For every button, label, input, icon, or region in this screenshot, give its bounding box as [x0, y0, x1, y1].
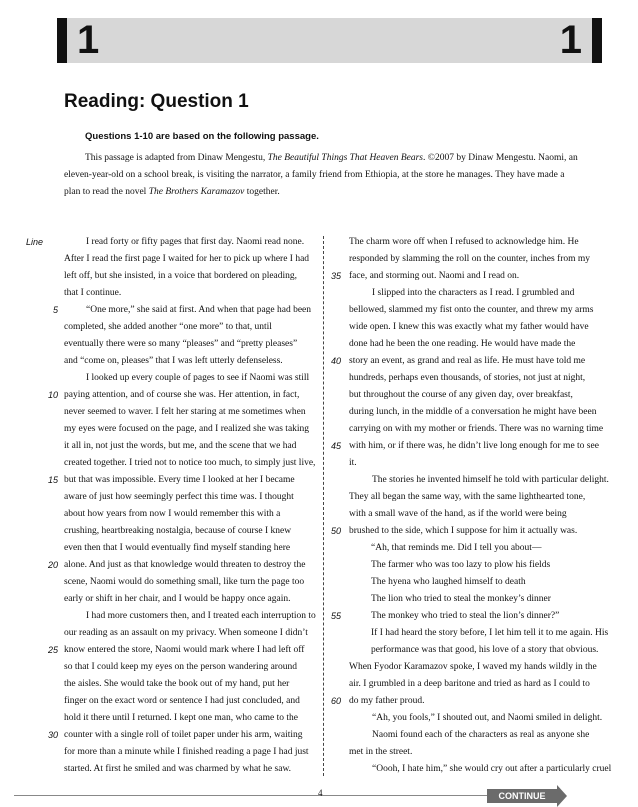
- passage-line: [331, 319, 601, 336]
- line-number: 60: [331, 696, 342, 706]
- passage-line: [331, 472, 609, 489]
- banner-number-left: 1: [77, 18, 100, 62]
- passage-line-text: aware of just how seemingly perfect this time was. I thought: [64, 492, 294, 502]
- passage-line: [331, 659, 601, 676]
- passage-intro: [64, 150, 578, 201]
- passage-line-text: performance was that good, his love of a story that obvious.: [371, 645, 599, 655]
- passage-line-text: created together. I tried not to notice too much, to simply just live,: [64, 458, 316, 468]
- passage-line-text: that I continue.: [64, 288, 122, 298]
- passage-line: [47, 642, 311, 659]
- banner-bar-right: [592, 18, 602, 63]
- intro-text: together.: [244, 187, 280, 197]
- passage-line-text: but that was impossible. Every time I looked at her I became: [64, 475, 295, 485]
- passage-column-right: [331, 234, 612, 778]
- line-number: 35: [331, 271, 342, 281]
- passage-line: [331, 727, 601, 744]
- passage-line-text: started. At first he smiled and was charmed by what he saw.: [64, 764, 292, 774]
- passage-line: [64, 268, 311, 285]
- passage-line: [64, 421, 311, 438]
- passage-line: [64, 744, 311, 761]
- passage-line: [64, 319, 311, 336]
- passage-line-text: done had he been the one reading. He would have made the: [349, 339, 576, 349]
- passage-line: [64, 608, 316, 625]
- line-number: 55: [331, 611, 342, 621]
- passage-line-text: “Oooh, I hate him,” she would cry out after a particularly cruel: [372, 764, 612, 774]
- passage-line: [26, 234, 311, 251]
- line-number: 10: [47, 390, 58, 400]
- passage-line-text: The monkey who tried to steal the lion’s dinner?”: [371, 611, 560, 621]
- passage-line: [331, 540, 601, 557]
- passage-line-text: it all in, not just the words, but me, and the scene that we had: [64, 441, 297, 451]
- passage-line-text: left off, but she insisted, in a voice that bordered on pleading,: [64, 271, 298, 281]
- passage-line: [64, 625, 311, 642]
- passage-line-text: crushing, heartbreaking nostalgia, because of course I knew: [64, 526, 292, 536]
- passage-line-text: “Ah, that reminds me. Did I tell you about—: [371, 543, 542, 553]
- passage-line: [331, 455, 601, 472]
- banner-number-right: 1: [559, 18, 582, 62]
- passage-line: [331, 234, 601, 251]
- passage-line: [64, 251, 311, 268]
- passage-line: [64, 761, 311, 778]
- passage-line-text: never seemed to waver. I felt her staring at me sometimes when: [64, 407, 306, 417]
- passage-line-text: Naomi found each of the characters as real as anyone she: [372, 730, 590, 740]
- passage-line-text: the aisles. She would take the book out of my hand, put her: [64, 679, 290, 689]
- line-number: 50: [331, 526, 342, 536]
- passage-line: [64, 710, 311, 727]
- question-number-banner: [57, 18, 602, 63]
- passage-line: [331, 591, 601, 608]
- page-number: 4: [318, 788, 323, 798]
- passage-line: [331, 625, 609, 642]
- passage-line-text: “One more,” she said at first. And when that page had been: [86, 305, 312, 315]
- passage-line: [331, 523, 601, 540]
- passage-line: [331, 370, 601, 387]
- passage-line-text: When Fyodor Karamazov spoke, I waved my hands wildly in the: [349, 662, 597, 672]
- passage-line: [64, 438, 311, 455]
- passage-line-text: face, and storming out. Naomi and I read on.: [349, 271, 520, 281]
- passage-line: [331, 506, 601, 523]
- page-title: Reading: Question 1: [64, 91, 249, 112]
- intro-book-title: The Beautiful Things That Heaven Bears: [267, 153, 423, 163]
- passage-line-text: If I had heard the story before, I let him tell it to me again. His: [371, 628, 609, 638]
- passage-column-left: [26, 234, 316, 778]
- passage-line: [331, 693, 601, 710]
- passage-line-text: but throughout the course of any given day, over breakfast,: [349, 390, 573, 400]
- passage-line: [64, 455, 316, 472]
- passage-line: [331, 574, 601, 591]
- passage-line-text: know entered the store, Naomi would mark where I had left off: [64, 645, 305, 655]
- passage-line: [64, 506, 311, 523]
- banner-bar-left: [57, 18, 67, 63]
- intro-text: . ©2007 by Dinaw Mengestu. Naomi, an eleven-year-old on a school break, is visiting the narrator, a family friend from Ethiopia, at the store he manages. They have made a plan to read the novel: [64, 153, 578, 197]
- passage-line: [64, 353, 311, 370]
- passage-line-text: I looked up every couple of pages to see if Naomi was still: [86, 373, 310, 383]
- passage-line-text: responded by slamming the roll on the counter, inches from my: [349, 254, 591, 264]
- passage-line: [64, 285, 311, 302]
- passage-line-text: finger on the exact word or sentence I had just concluded, and: [64, 696, 300, 706]
- passage-line-text: The stories he invented himself he told with particular delight.: [372, 475, 609, 485]
- line-number: 30: [47, 730, 58, 740]
- passage-line: [331, 489, 601, 506]
- passage-line: [331, 744, 601, 761]
- passage-line: [64, 523, 311, 540]
- passage-line: [47, 472, 311, 489]
- passage-line: [64, 574, 311, 591]
- passage-line-text: even then that I would eventually find myself standing here: [64, 543, 291, 553]
- passage-line: [64, 336, 311, 353]
- passage-line-text: completed, she added another “one more” to that, until: [64, 322, 272, 332]
- line-number: 15: [47, 475, 58, 485]
- passage-line: [64, 676, 311, 693]
- passage-line-text: hold it there until I returned. I kept one man, who came to the: [64, 713, 298, 723]
- passage-line: [331, 608, 601, 625]
- passage-line-text: counter with a single roll of toilet paper under his arm, waiting: [64, 730, 303, 740]
- passage-line: [331, 387, 601, 404]
- passage-line-text: do my father proud.: [349, 696, 425, 706]
- passage-line-text: The hyena who laughed himself to death: [371, 577, 526, 587]
- passage-line-text: carrying on with my mother or friends. There was no warning time: [349, 424, 604, 434]
- passage-line-text: I read forty or fifty pages that first day. Naomi read none.: [86, 237, 305, 247]
- passage-line: [47, 727, 311, 744]
- passage-line: [64, 659, 311, 676]
- passage-line: [64, 404, 311, 421]
- passage-line-text: hundreds, perhaps even thousands, of stories, not just at night,: [349, 373, 586, 383]
- passage-line: [331, 268, 601, 285]
- passage-line: [331, 251, 601, 268]
- passage-line-text: met in the street.: [349, 747, 413, 757]
- passage-line: [64, 591, 311, 608]
- passage-line-text: about how years from now I would remember this with a: [64, 509, 281, 519]
- line-number: 40: [331, 356, 342, 366]
- column-divider: [323, 236, 324, 776]
- passage-line: [47, 557, 311, 574]
- passage-line-text: wide open. I knew this was exactly what my father would have: [349, 322, 589, 332]
- passage-line: [331, 676, 601, 693]
- passage-line-text: The lion who tried to steal the monkey’s dinner: [371, 594, 551, 604]
- passage-line-text: early or shift in her chair, and I would be happy once again.: [64, 594, 291, 604]
- passage-line-text: air. I grumbled in a deep baritone and tried as hard as I could to: [349, 679, 590, 689]
- passage-line-text: I had more customers then, and I treated each interruption to: [86, 611, 316, 621]
- passage-line: [331, 285, 601, 302]
- passage-line: [331, 438, 601, 455]
- passage-line: [331, 353, 601, 370]
- line-number: 5: [52, 305, 58, 315]
- passage-line-text: story an event, as grand and real as life. He must have told me: [349, 356, 586, 366]
- passage-line-text: I slipped into the characters as I read. I grumbled and: [372, 288, 575, 298]
- passage-line-text: brushed to the side, which I suppose for him it actually was.: [349, 526, 578, 536]
- passage-line: [331, 761, 612, 778]
- passage-line: [64, 693, 311, 710]
- line-number: 25: [47, 645, 58, 655]
- passage-line: [331, 557, 601, 574]
- questions-note: Questions 1-10 are based on the following passage.: [85, 131, 319, 142]
- passage-line-text: our reading as an assault on my privacy. When someone I didn’t: [64, 628, 308, 638]
- passage-line-text: so that I could keep my eyes on the person wandering around: [64, 662, 297, 672]
- passage-line-text: They all began the same way, with the same lighthearted tone,: [349, 492, 586, 502]
- passage-line-text: with a small wave of the hand, as if the world were being: [349, 509, 567, 519]
- passage-line-text: during lunch, in the middle of a conversation he might have been: [349, 407, 597, 417]
- line-number: 45: [331, 441, 342, 451]
- continue-button[interactable]: CONTINUE: [487, 789, 557, 803]
- passage-line-text: eventually there were so many “pleases” and “pretty pleases”: [64, 339, 298, 349]
- passage-line: [331, 336, 601, 353]
- passage-line-text: bellowed, slammed my fist onto the counter, and threw my arms: [349, 305, 594, 315]
- intro-book-title: The Brothers Karamazov: [148, 187, 245, 197]
- passage-line-text: and “come on, pleases” that I was left utterly defenseless.: [64, 356, 283, 366]
- passage-line-text: for more than a minute while I finished reading a page I had just: [64, 747, 309, 757]
- line-number: 20: [47, 560, 58, 570]
- intro-text: This passage is adapted from Dinaw Mengestu,: [85, 153, 268, 163]
- passage-line: [331, 421, 604, 438]
- passage-line: [331, 710, 601, 727]
- line-number: Line: [26, 237, 44, 247]
- passage-line-text: my eyes were focused on the page, and I realized she was taking: [64, 424, 310, 434]
- passage-line-text: with him, or if there was, he didn’t live long enough for me to see: [349, 441, 599, 451]
- passage-line-text: The farmer who was too lazy to plow his fields: [371, 560, 551, 570]
- passage-line-text: alone. And just as that knowledge would threaten to destroy the: [64, 560, 306, 570]
- passage-line: [331, 302, 601, 319]
- passage-line: [331, 642, 601, 659]
- passage-line: [331, 404, 601, 421]
- passage-line: [52, 302, 312, 319]
- passage-line: [64, 489, 311, 506]
- passage-line-text: it.: [349, 458, 357, 468]
- passage-line: [47, 387, 311, 404]
- passage-line: [64, 370, 311, 387]
- passage-line-text: The charm wore off when I refused to acknowledge him. He: [349, 237, 579, 247]
- passage-line-text: scene, Naomi would do something small, like turn the page too: [64, 577, 305, 587]
- passage-line: [64, 540, 311, 557]
- passage-line-text: After I read the first page I waited for her to pick up where I had: [64, 254, 310, 264]
- footer-rule: [14, 795, 488, 796]
- passage-line-text: “Ah, you fools,” I shouted out, and Naomi smiled in delight.: [372, 713, 603, 723]
- passage-line-text: paying attention, and of course she was. Her attention, in fact,: [64, 390, 300, 400]
